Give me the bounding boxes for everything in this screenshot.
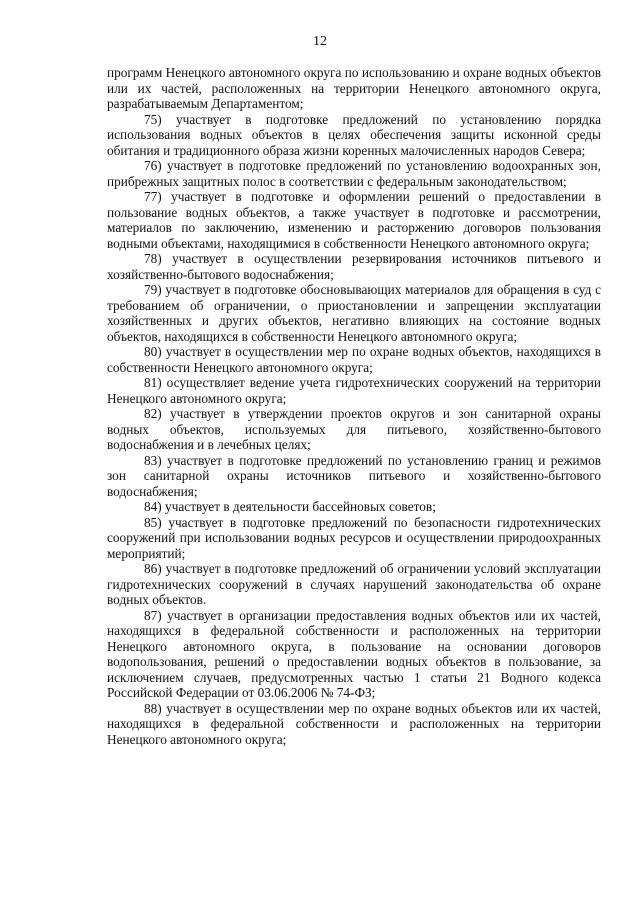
paragraph: 76) участвует в подготовке предложений по установлению водоохранных зон, прибрежных защитных полос в соответствии с федеральным законодательством;: [107, 158, 601, 189]
paragraph: 87) участвует в организации предоставления водных объектов или их частей, находящихся в федеральной собственности и расположенных на территории Ненецкого автономного округа, в пользование на основании договоров водопользования, решений о предоставлении водных объектов в пользование, за исключением случаев, предусмотренных частью 1 статьи 21 Водного кодекса Российской Федерации от 03.06.2006 № 74-ФЗ;: [107, 607, 601, 700]
paragraph: 75) участвует в подготовке предложений по установлению порядка использования водных объектов в целях обеспечения защиты исконной среды обитания и традиционного образа жизни коренных малочисленных народов Севера;: [107, 111, 601, 158]
paragraph: 79) участвует в подготовке обосновывающих материалов для обращения в суд с требованием об ограничении, о приостановлении и запрещении эксплуатации хозяйственных и других объектов, негативно влияющих на состояние водных объектов, находящихся в собственности Ненецкого автономного округа;: [107, 282, 601, 344]
paragraph: 80) участвует в осуществлении мер по охране водных объектов, находящихся в собственности Ненецкого автономного округа;: [107, 344, 601, 375]
paragraph: 82) участвует в утверждении проектов округов и зон санитарной охраны водных объектов, используемых для питьевого, хозяйственно-бытового водоснабжения и в лечебных целях;: [107, 406, 601, 452]
paragraph: 77) участвует в подготовке и оформлении решений о предоставлении в пользование водных объектов, а также участвует в подготовке и рассмотрении, материалов по заключению, изменению и расторжению договоров пользования водными объектами, находящимися в собственности Ненецкого автономного округа;: [107, 189, 601, 251]
paragraph: 78) участвует в осуществлении резервирования источников питьевого и хозяйственно-бытового водоснабжения;: [107, 251, 601, 282]
paragraph: 88) участвует в осуществлении мер по охране водных объектов или их частей, находящихся в федеральной собственности и расположенных на территории Ненецкого автономного округа;: [107, 700, 601, 747]
paragraph: программ Ненецкого автономного округа по использованию и охране водных объектов или их частей, расположенных на территории Ненецкого автономного округа, разрабатываемым Департаментом;: [107, 65, 601, 111]
paragraph: 85) участвует в подготовке предложений по безопасности гидротехнических сооружений при использовании водных ресурсов и осуществлении природоохранных мероприятий;: [107, 514, 601, 561]
paragraph: 83) участвует в подготовке предложений по установлению границ и режимов зон санитарной охраны источников питьевого и хозяйственно-бытового водоснабжения;: [107, 452, 601, 499]
page-number: 12: [313, 34, 327, 49]
paragraph: 86) участвует в подготовке предложений об ограничении условий эксплуатации гидротехнических сооружений в случаях нарушений законодательства об охране водных объектов.: [107, 561, 601, 607]
paragraph: 84) участвует в деятельности бассейновых советов;: [144, 499, 436, 514]
document-body: [107, 65, 601, 747]
paragraph: 81) осуществляет ведение учета гидротехнических сооружений на территории Ненецкого автономного округа;: [107, 375, 601, 406]
